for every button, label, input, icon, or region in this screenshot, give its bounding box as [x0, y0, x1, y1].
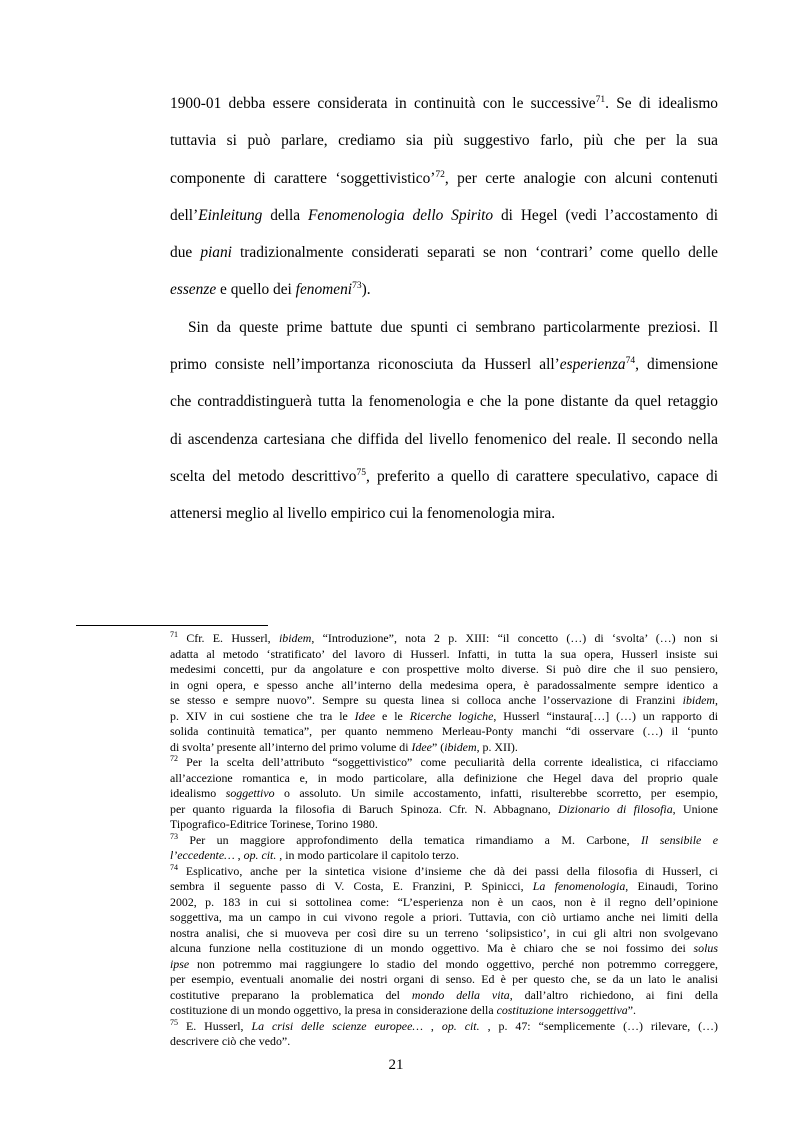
italic-term: esperienza: [559, 356, 626, 374]
footnote-line: solida continuità tematica”, per quanto nemmeno Merleau-Ponty manchi “di osservare (…) il ‘punto: [170, 724, 718, 738]
footnote-ref[interactable]: 73: [352, 281, 362, 292]
footnote-line: idealismo soggettivo o assoluto. Un simile accostamento, infatti, risulterebbe scorretto, per esempio,: [170, 786, 718, 800]
body-line: componente di carattere ‘soggettivistico’$^{72}$, per certe analogie con alcuni contenuti: [170, 169, 718, 187]
body-line: dell’Einleitung della Fenomenologia dello Spirito di Hegel (vedi l’accostamento di: [170, 206, 718, 224]
italic-term: Einleitung: [198, 206, 263, 224]
footnote-number: 73: [170, 832, 178, 841]
body-line: Sin da queste prime battute due spunti ci sembrano particolarmente preziosi. Il: [188, 318, 718, 336]
footnote-line: Tipografico-Editrice Torinese, Torino 1980.: [170, 817, 378, 831]
footnote-line: descrivere ciò che vedo”.: [170, 1034, 291, 1048]
italic-term: fenomeni: [295, 281, 353, 299]
italic-term: essenze: [170, 281, 217, 299]
footnote-line: medesimi concetti, pur da angolature e con prospettive molto diverse. Si può dire che il suo pensiero,: [170, 662, 718, 676]
footnote-line: costituzione di un mondo oggettivo, la presa in considerazione della costituzione intersoggettiva”.: [170, 1003, 636, 1017]
footnote-line: soggettiva, ma un campo in cui vivono regole a priori. Tuttavia, con ciò urtiamo anche nei limiti della: [170, 910, 718, 924]
footnote-ref[interactable]: 72: [435, 169, 445, 180]
body-line: due piani tradizionalmente considerati separati se non ‘contrari’ come quello delle: [170, 244, 718, 262]
footnote-ref[interactable]: 71: [595, 94, 606, 105]
footnote-line: all’accezione romantica e, in modo particolare, alla definizione che Hegel dava del proprio quale: [170, 770, 718, 785]
footnote-line: $^{71}$ Cfr. E. Husserl, ibidem, “Introduzione”, nota 2 p. XIII: “il concetto (…) di ‘svolta’ (…) non si: [170, 631, 718, 645]
footnote-line: di svolta’ presente all’interno del primo volume di Idee” (ibidem, p. XII).: [170, 739, 518, 754]
footnote-line: adatta al metodo ‘stratificato’ del lavoro di Husserl. Infatti, in tutta la sua opera, Husserl insiste sui: [170, 646, 718, 661]
footnote-line: sembra il seguente passo di V. Costa, E. Franzini, P. Spinicci, La fenomenologia, Einaudi, Torino: [170, 879, 718, 893]
footnote-number: 72: [170, 755, 178, 764]
body-line: attenersi meglio al livello empirico cui la fenomenologia mira.: [170, 505, 556, 523]
footnote-number: 71: [170, 631, 178, 640]
footnote-line: per esempio, eventuali anomalie dei nostri organi di senso. Ed è per questo che, se da un lato le analisi: [170, 972, 718, 986]
footnote-line: per quanto riguarda la filosofia di Baruch Spinoza. Cfr. N. Abbagnano, Dizionario di filosofia, Unione: [170, 801, 718, 816]
footnote-line: $^{73}$ Per un maggiore approfondimento della tematica rimandiamo a M. Carbone, Il sensibile e: [170, 832, 718, 847]
footnotes: [170, 631, 718, 1050]
body-line: primo consiste nell’importanza riconosciuta da Husserl all’esperienza$^{74}$, dimensione: [170, 355, 718, 374]
footnote-line: 2002, p. 183 in cui si sottolinea come: “L’esperienza non è un caos, non è il regno dell’opinione: [170, 894, 718, 909]
footnote-ref[interactable]: 74: [625, 355, 636, 366]
body-line: essenze e quello dei fenomeni$^{73}$).: [170, 281, 371, 299]
footnote-line: in ogni opera, e spesso anche all’interno della medesima opera, è paradossalmente sempre identico a: [170, 677, 718, 692]
body-line: tuttavia si può parlare, crediamo sia più suggestivo farlo, più che per la sua: [170, 132, 718, 150]
body-line: di ascendenza cartesiana che diffida del livello fenomenico del reale. Il secondo nella: [170, 430, 718, 448]
footnote-line: se stesso e sempre nuovo”. Sempre su questa linea si colloca anche l’osservazione di Franzini ibidem,: [170, 693, 718, 707]
italic-term: Fenomenologia dello Spirito: [308, 206, 494, 224]
body-line: 1900-01 debba essere considerata in continuità con le successive$^{71}$. Se di idealismo: [170, 94, 718, 112]
footnote-line: nostra analisi, che si muoveva per così dire su un terreno ‘solipsistico’, in cui gli altri non svolgevano: [170, 925, 718, 940]
italic-term: piani: [200, 244, 232, 262]
footnote-number: 74: [170, 863, 178, 872]
footnote-line: $^{75}$ E. Husserl, La crisi delle scienze europee… , op. cit. , p. 47: “semplicemente (…) rilevare, (…): [170, 1018, 718, 1033]
footnote-line: $^{72}$ Per la scelta dell’attributo “soggettivistico” come peculiarità della corrente idealistica, ci rifacciamo: [170, 755, 718, 769]
footnote-line: costitutive preparano la problematica del mondo della vita, dall’altro richiedono, ai fini della: [170, 987, 718, 1002]
footnote-line: ipse non potremmo mai raggiungere lo stadio del mondo oggettivo, perché non potremmo correggere,: [170, 956, 718, 971]
footnote-line: l’eccedente… , op. cit. , in modo particolare il capitolo terzo.: [170, 848, 459, 862]
page-number: 21: [388, 1057, 404, 1073]
footnote-number: 75: [170, 1018, 178, 1027]
body-text: [170, 85, 718, 533]
body-line: scelta del metodo descrittivo$^{75}$, preferito a quello di carattere speculativo, capace di: [170, 467, 718, 485]
footnote-line: $^{74}$ Esplicativo, anche per la sintetica visione d’insieme che dà dei passi della filosofia di Husserl, ci: [170, 863, 718, 878]
footnote-ref[interactable]: 75: [356, 467, 366, 478]
footnote-line: p. XIV in cui sostiene che tra le Idee e le Ricerche logiche, Husserl “instaura[…] (…) un rapporto di: [170, 708, 718, 723]
body-line: che contraddistinguerà tutta la fenomenologia e che la pone distante da quel retaggio: [170, 393, 718, 411]
footnote-line: alcuna funzione nella costituzione di un mondo oggettivo. Ma è chiaro che se noi fossimo dei solus: [170, 941, 718, 955]
footnote-separator: [76, 625, 268, 626]
